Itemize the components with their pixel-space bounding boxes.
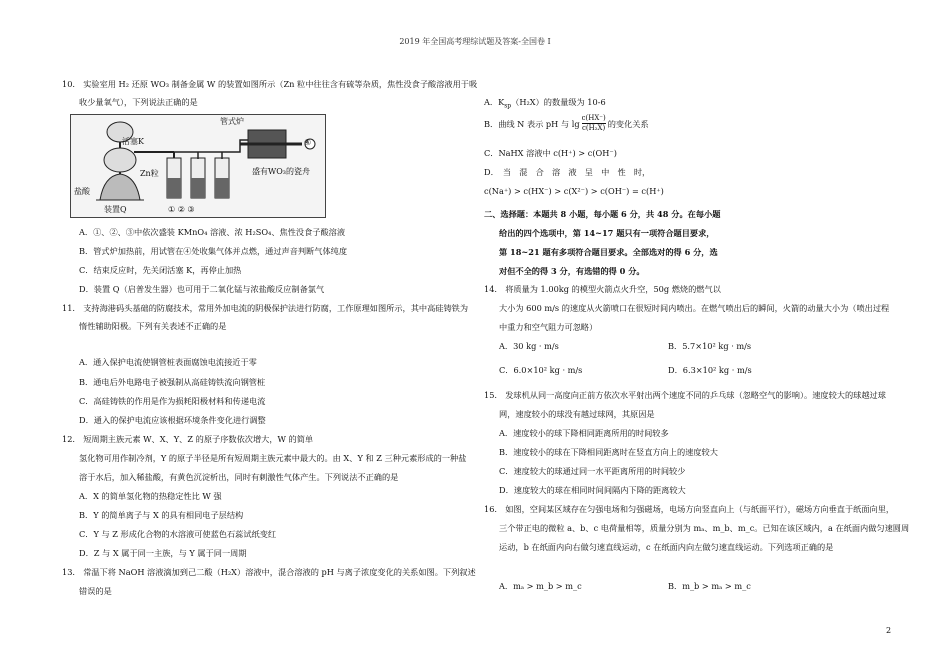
q13-line1: 13. 常温下将 NaOH 溶液滴加到己二酸（H₂X）溶液中，混合溶液的 pH 与离子浓度变化的关系如图。下列叙述 [62, 567, 476, 577]
q12-line3: 溶于水后，加入稀盐酸，有黄色沉淀析出，同时有刺激性气体产生。下列说法不正确的是 [79, 472, 399, 482]
q13-option-b-post: 的变化关系 [607, 118, 649, 129]
fraction-numerator: c(HX⁻) [581, 114, 606, 122]
q15-line2: 网，速度较小的球没有越过球网，其原因是 [499, 409, 655, 419]
section2-line2: 给出的四个选项中，第 14~17 题只有一项符合题目要求， [499, 228, 715, 238]
label-yansuan: 盐酸 [74, 187, 90, 196]
q12-option-a: A．X 的简单氢化物的热稳定性比 W 强 [79, 491, 222, 501]
section2-line3: 第 18~21 题有多项符合题目要求。全部选对的得 6 分，选 [499, 247, 718, 257]
q13-option-b [484, 114, 649, 133]
section2-line4: 对但不全的得 3 分，有选错的得 0 分。 [499, 266, 645, 276]
q11-line1: 11. 支持海港码头基础的防腐技术，常用外加电流的阴极保护法进行防腐，工作原理如图所示，其中高硅铸铁为 [62, 303, 469, 313]
label-zn-li: Zn粒 [140, 169, 159, 178]
q15-option-b: B．速度较小的球在下降相同距离时在竖直方向上的速度较大 [499, 447, 718, 457]
q14-line2: 大小为 600 m/s 的速度从火箭喷口在很短时间内喷出。在燃气喷出后的瞬间，火箭的动量大小为（喷出过程 [499, 303, 890, 313]
q14-option-d: D．6.3×10² kg · m/s [668, 365, 752, 375]
q16-line1: 16. 如图，空间某区域存在匀强电场和匀强磁场，电场方向竖直向上（与纸面平行），磁场方向垂直于纸面向里， [484, 504, 895, 514]
q10-line1: 10. 实验室用 H₂ 还原 WO₃ 制备金属 W 的装置如图所示（Zn 粒中往往含有硫等杂质，焦性没食子酸溶液用于吸 [62, 79, 478, 89]
label-bottles-123: ① ② ③ [168, 205, 195, 214]
q10-option-c: C．结束反应时，先关闭活塞 K，再停止加热 [79, 265, 242, 275]
q16-line3: 运动，b 在纸面内向右做匀速直线运动，c 在纸面内向左做匀速直线运动。下列选项正确的是 [499, 542, 834, 552]
q10-option-b: B．管式炉加热前，用试管在④处收集气体并点燃，通过声音判断气体纯度 [79, 246, 348, 256]
q11-line2: 惰性辅助阳极。下列有关表述不正确的是 [79, 321, 227, 331]
q16-option-b: B．m_b > mₐ > m_c [668, 581, 751, 591]
q12-option-b: B．Y 的简单离子与 X 的具有相同电子层结构 [79, 510, 244, 520]
q14-line3: 中重力和空气阻力可忽略） [499, 322, 598, 332]
fraction-denominator: c(H₂X) [582, 124, 606, 132]
q15-option-c: C．速度较大的球通过同一水平距离所用的时间较少 [499, 466, 686, 476]
q15-option-d: D．速度较大的球在相同时间间隔内下降的距离较大 [499, 485, 686, 495]
section2-line1: 二、选择题：本题共 8 小题，每小题 6 分，共 48 分。在每小题 [484, 209, 721, 219]
q13-option-b-pre: B．曲线 N 表示 pH 与 lg [484, 118, 580, 129]
q12-option-c: C．Y 与 Z 形成化合物的水溶液可使蓝色石蕊试纸变红 [79, 529, 277, 539]
q13-option-d-line2: c(Na⁺) > c(HX⁻) > c(X²⁻) > c(OH⁻) = c(H⁺) [484, 186, 664, 196]
q16-line2: 三个带正电的微粒 a、b、c 电荷量相等，质量分别为 mₐ、m_b、m_c。已知在该区域内，a 在纸面内做匀速圆周 [499, 523, 910, 533]
q14-option-a: A．30 kg · m/s [499, 341, 559, 351]
q10-option-a: A．①、②、③中依次盛装 KMnO₄ 溶液、浓 H₂SO₄、焦性没食子酸溶液 [79, 227, 346, 237]
q11-option-d: D．通入的保护电流应该根据环境条件变化进行调整 [79, 415, 266, 425]
q11-option-b: B．通电后外电路电子被强制从高硅铸铁流向钢管桩 [79, 377, 266, 387]
q11-option-a: A．通入保护电流使钢管桩表面腐蚀电流接近于零 [79, 357, 257, 367]
q16-option-a: A．mₐ > m_b > m_c [499, 581, 582, 591]
q12-line1: 12. 短周期主族元素 W、X、Y、Z 的原子序数依次增大，W 的简单 [62, 434, 314, 444]
q13-option-a-sub: sp [504, 102, 512, 110]
q13-option-a [484, 96, 606, 113]
q12-option-d: D．Z 与 X 属于同一主族，与 Y 属于同一周期 [79, 548, 247, 558]
q13-line2: 错误的是 [79, 586, 112, 596]
q10-option-d: D．装置 Q（启普发生器）也可用于二氧化锰与浓盐酸反应制备氯气 [79, 284, 325, 294]
label-guanshilu: 管式炉 [220, 117, 244, 126]
q12-line2: 氢化物可用作制冷剂，Y 的原子半径是所有短周期主族元素中最大的。由 X、Y 和 Z 三种元素形成的一种盐 [79, 453, 467, 463]
q15-line1: 15. 发球机从同一高度向正前方依次水平射出两个速度不同的乒乓球（忽略空气的影响）。速度较大的球越过球 [484, 390, 886, 400]
label-ciguan: 盛有WO₃的瓷舟 [252, 167, 310, 176]
q14-option-c: C．6.0×10² kg · m/s [499, 365, 583, 375]
q15-option-a: A．速度较小的球下降相同距离所用的时间较多 [499, 428, 669, 438]
q14-line1: 14. 将质量为 1.00kg 的模型火箭点火升空，50g 燃烧的燃气以 [484, 284, 721, 294]
label-circle-4: ④ [304, 138, 312, 147]
q13-option-b-fraction [582, 114, 606, 133]
page-header: 2019 年全国高考理综试题及答案-全国卷 I [399, 37, 551, 46]
label-huosai-k: 活塞K [122, 137, 144, 146]
q10-apparatus-figure [70, 114, 326, 218]
q13-option-d-line1: D． 当 混 合 溶 液 呈 中 性 时， [484, 167, 651, 177]
page-number: 2 [886, 626, 892, 635]
q13-option-a-post: （H₂X）的数量级为 10-6 [511, 97, 606, 107]
q10-line2: 收少量氧气），下列说法正确的是 [79, 97, 198, 107]
q13-option-a-pre: A．K [484, 97, 505, 107]
q11-option-c: C．高硅铸铁的作用是作为损耗阳极材料和传递电流 [79, 396, 266, 406]
q14-option-b: B．5.7×10² kg · m/s [668, 341, 752, 351]
q13-option-c: C．NaHX 溶液中 c(H⁺) > c(OH⁻) [484, 148, 617, 158]
label-device-q: 装置Q [104, 205, 127, 214]
